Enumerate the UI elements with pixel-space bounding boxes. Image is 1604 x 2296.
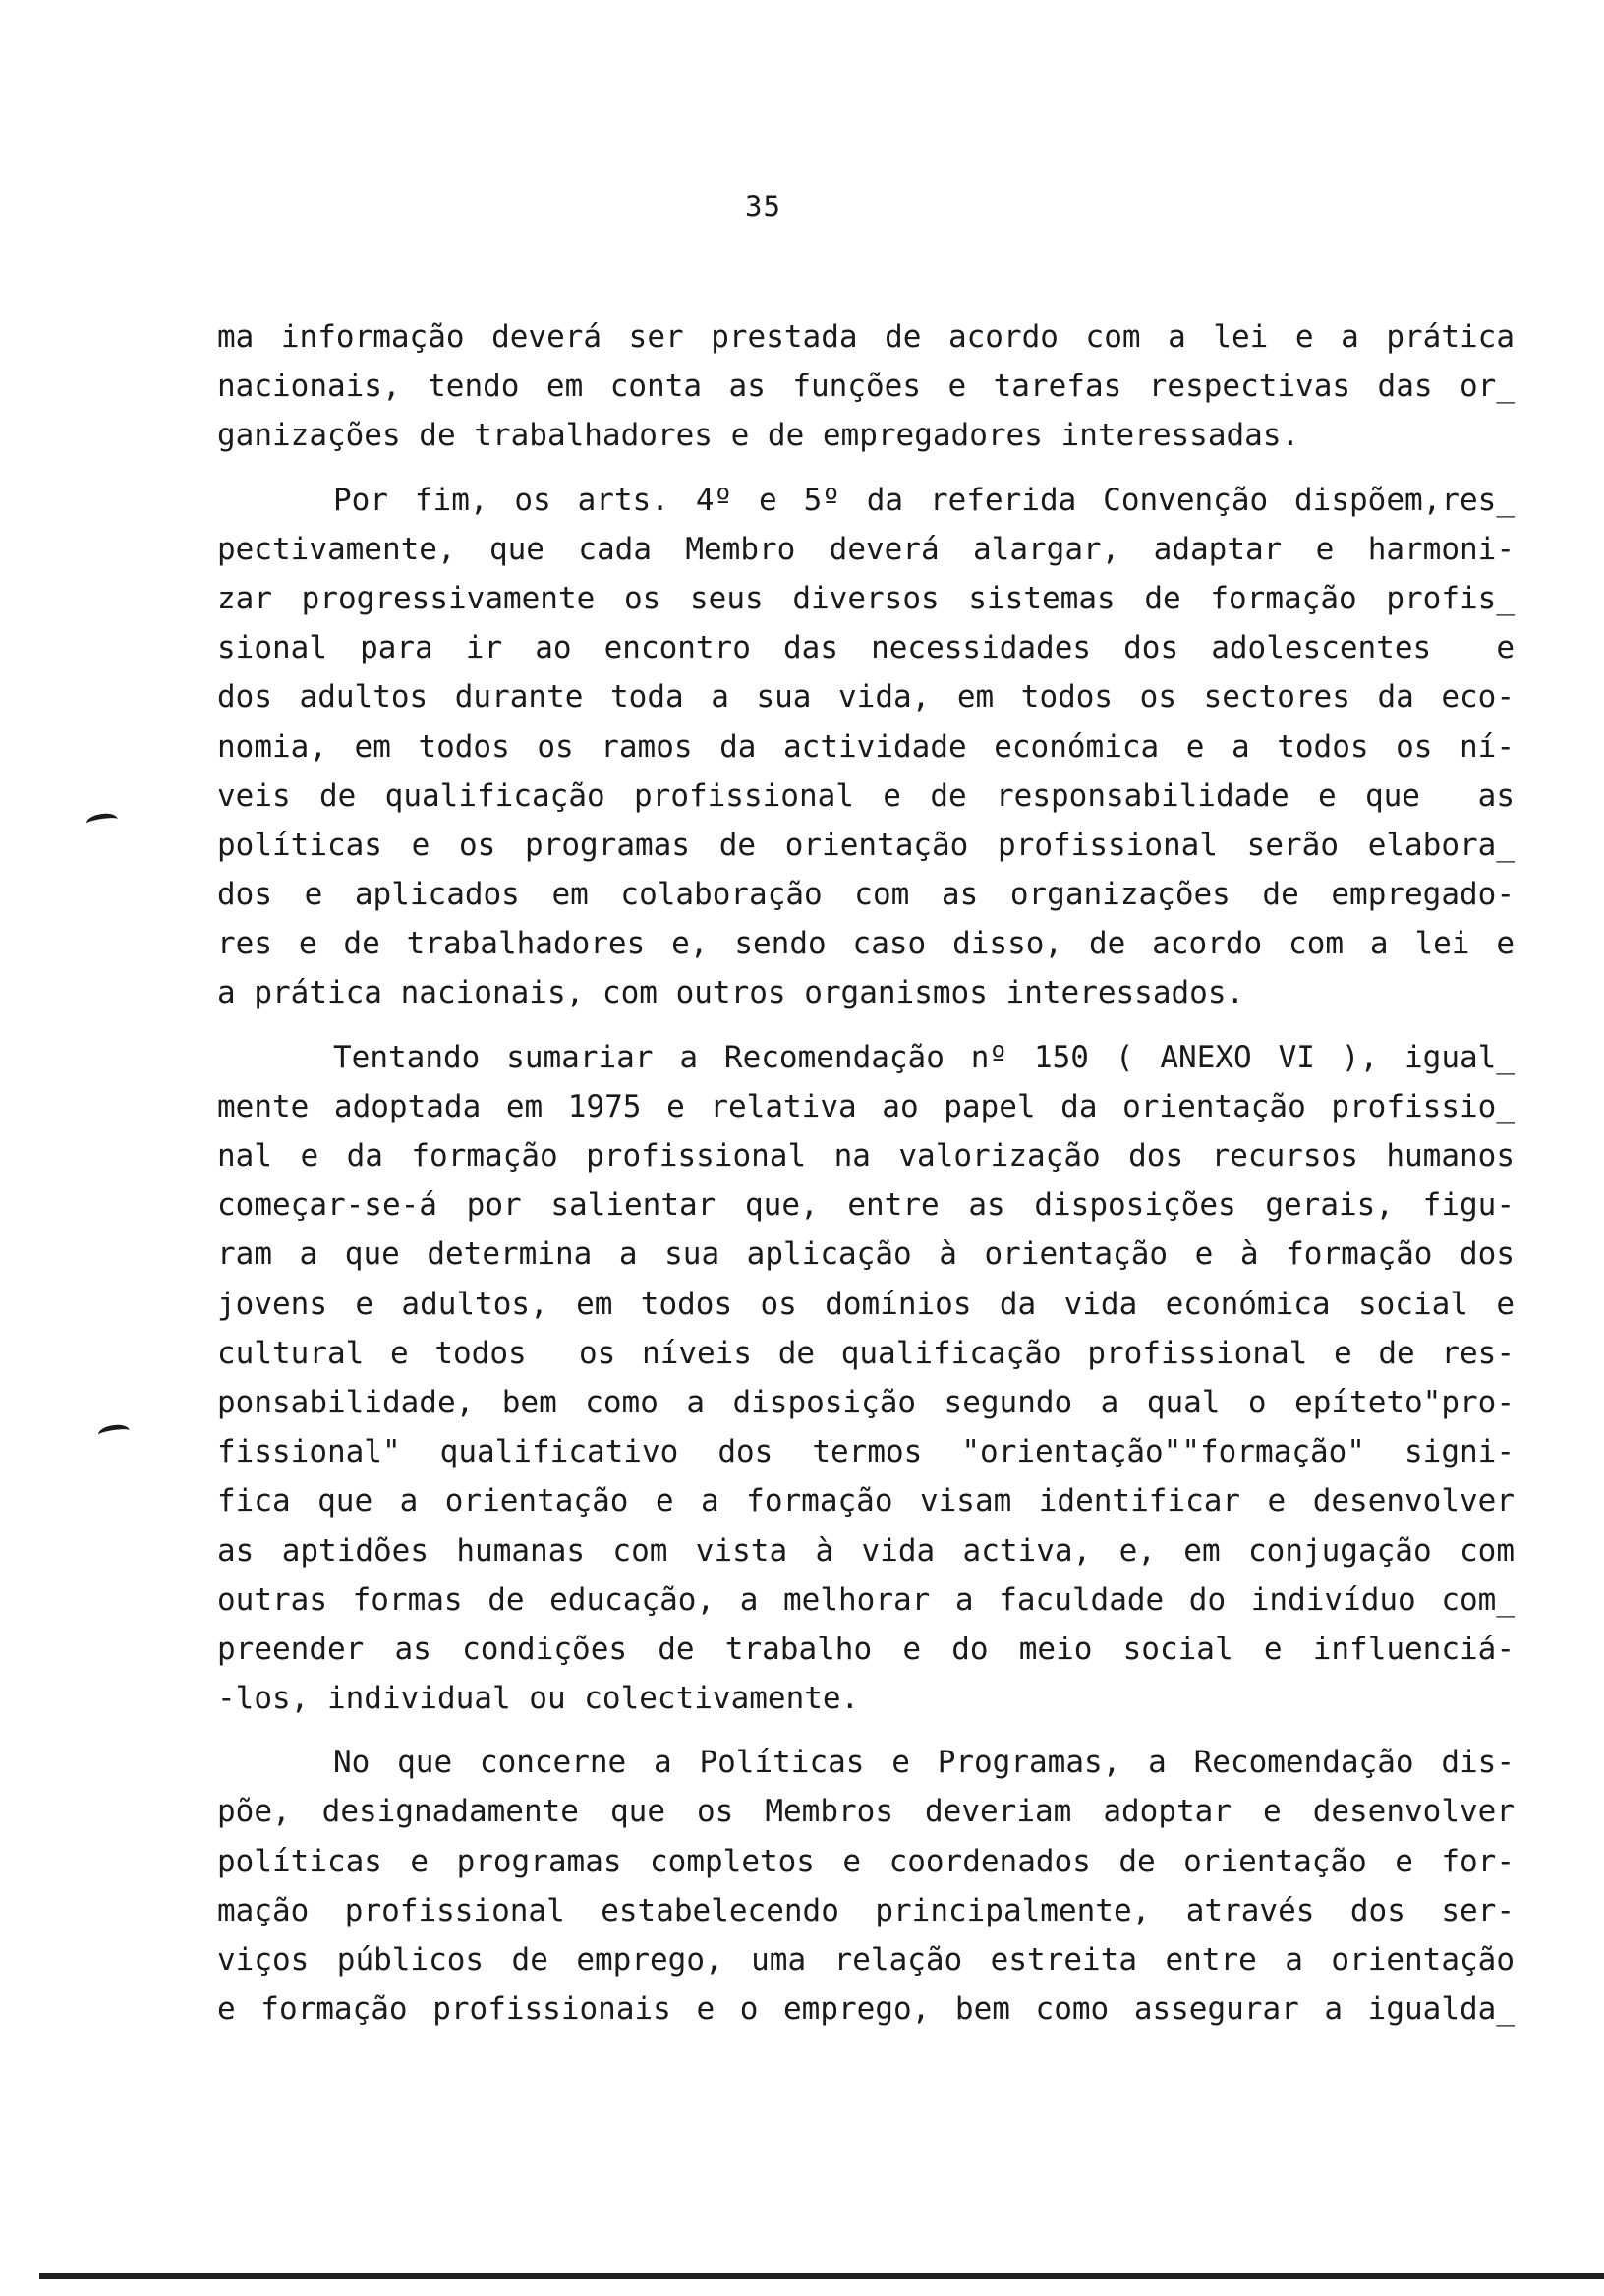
- text-line: viços públicos de emprego, uma relação estreita entre a orientação: [217, 1942, 1515, 1978]
- text-line: dos e aplicados em colaboração com as organizações de empregado-: [217, 877, 1515, 913]
- body-text: [217, 313, 1515, 2034]
- paragraph-3: [217, 1033, 1515, 1724]
- text-line: veis de qualificação profissional e de responsabilidade e que as: [217, 777, 1515, 814]
- text-line: preender as condições de trabalho e do meio social e influenciá-: [217, 1631, 1515, 1667]
- text-line: ma informação deverá ser prestada de acordo com a lei e a prática: [217, 319, 1515, 355]
- text-line: põe, designadamente que os Membros deveriam adoptar e desenvolver: [217, 1794, 1515, 1830]
- text-line: as aptidões humanas com vista à vida activa, e, em conjugação com: [217, 1532, 1515, 1569]
- text-line: nal e da formação profissional na valorização dos recursos humanos: [217, 1138, 1515, 1174]
- text-line: e formação profissionais e o emprego, bem como assegurar a igualda_: [217, 1991, 1515, 2028]
- paragraph-1: [217, 313, 1515, 461]
- page-number: 35: [745, 190, 781, 223]
- text-line: sional para ir ao encontro das necessidades dos adolescentes e: [217, 630, 1515, 666]
- text-line: ram a que determina a sua aplicação à orientação e à formação dos: [217, 1236, 1515, 1273]
- text-line: políticas e programas completos e coordenados de orientação e for-: [217, 1843, 1515, 1879]
- text-line: Por fim, os arts. 4º e 5º da referida Convenção dispõem,res_: [333, 482, 1515, 518]
- text-line: políticas e os programas de orientação profissional serão elabora_: [217, 827, 1515, 863]
- margin-mark: [97, 1423, 131, 1442]
- text-line: mação profissional estabelecendo principalmente, através dos ser-: [217, 1892, 1515, 1928]
- text-line: -los, individual ou colectivamente.: [217, 1681, 860, 1717]
- text-line: outras formas de educação, a melhorar a faculdade do indivíduo com_: [217, 1581, 1515, 1618]
- text-line: dos adultos durante toda a sua vida, em todos os sectores da eco-: [217, 679, 1515, 716]
- text-line: res e de trabalhadores e, sendo caso disso, de acordo com a lei e: [217, 926, 1515, 962]
- margin-mark: [86, 812, 119, 831]
- text-line: ganizações de trabalhadores e de empregadores interessadas.: [217, 418, 1300, 454]
- text-line: ponsabilidade, bem como a disposição segundo a qual o epíteto"pro-: [217, 1384, 1515, 1420]
- text-line: Tentando sumariar a Recomendação nº 150 ( ANEXO VI ), igual_: [333, 1039, 1515, 1075]
- text-line: pectivamente, que cada Membro deverá alargar, adaptar e harmoni-: [217, 531, 1515, 567]
- paragraph-2: [217, 476, 1515, 1018]
- paragraph-4: [217, 1738, 1515, 2034]
- text-line: nacionais, tendo em conta as funções e tarefas respectivas das or_: [217, 369, 1515, 405]
- text-line: fissional" qualificativo dos termos "orientação""formação" signi-: [217, 1434, 1515, 1470]
- text-line: começar-se-á por salientar que, entre as disposições gerais, figu-: [217, 1187, 1515, 1224]
- text-line: mente adoptada em 1975 e relativa ao papel da orientação profissio_: [217, 1088, 1515, 1124]
- text-line: jovens e adultos, em todos os domínios da vida económica social e: [217, 1286, 1515, 1322]
- text-line: No que concerne a Políticas e Programas, a Recomendação dis-: [333, 1745, 1515, 1781]
- text-line: a prática nacionais, com outros organismos interessados.: [217, 975, 1245, 1011]
- text-line: cultural e todos os níveis de qualificação profissional e de res-: [217, 1335, 1515, 1371]
- bottom-rule: [39, 2273, 1604, 2279]
- text-line: nomia, em todos os ramos da actividade económica e a todos os ní-: [217, 728, 1515, 765]
- text-line: zar progressivamente os seus diversos sistemas de formação profis_: [217, 580, 1515, 616]
- text-line: fica que a orientação e a formação visam identificar e desenvolver: [217, 1483, 1515, 1520]
